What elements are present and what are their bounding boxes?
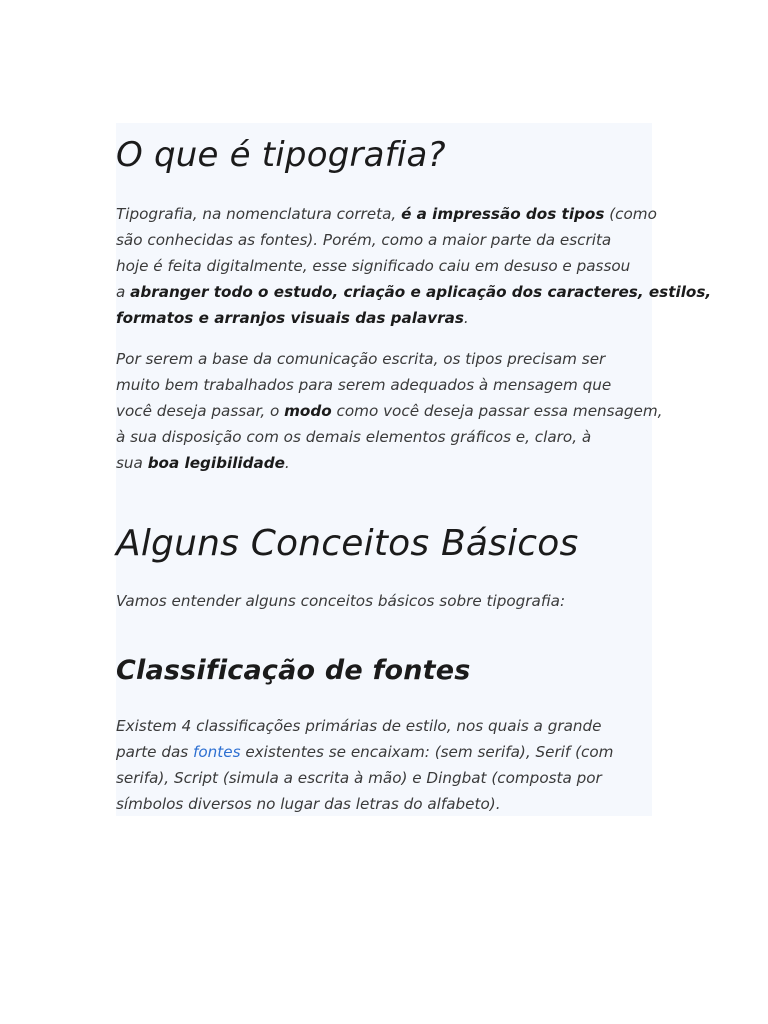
- text-span: como você deseja passar essa mensagem,: [331, 402, 663, 420]
- text-span: .: [463, 309, 469, 327]
- heading-font-classification: Classificação de fontes: [116, 655, 471, 686]
- text-span: a: [116, 283, 131, 301]
- paragraph-line: muito bem trabalhados para serem adequados à mensagem que: [116, 376, 612, 394]
- bold-text: abranger todo o estudo, criação e aplicação dos caracteres, estilos,: [130, 283, 712, 301]
- bold-text: modo: [284, 402, 332, 420]
- text-span: você deseja passar, o: [116, 402, 285, 420]
- paragraph-communication: [116, 346, 672, 476]
- paragraph-typography-definition: [116, 201, 712, 331]
- heading-basic-concepts: Alguns Conceitos Básicos: [116, 523, 579, 564]
- bold-text: boa legibilidade: [147, 454, 285, 472]
- paragraph-line: Existem 4 classificações primárias de estilo, nos quais a grande: [116, 717, 602, 735]
- paragraph-line: [116, 201, 672, 227]
- paragraph-line: são conhecidas as fontes). Porém, como a maior parte da escrita: [116, 231, 612, 249]
- fonts-link[interactable]: fontes: [193, 743, 241, 761]
- paragraph-line: [116, 450, 672, 476]
- text-span: Tipografia, na nomenclatura correta,: [116, 205, 402, 223]
- paragraph-line: Por serem a base da comunicação escrita, os tipos precisam ser: [116, 350, 606, 368]
- paragraph-line: Vamos entender alguns conceitos básicos sobre tipografia:: [116, 592, 566, 610]
- text-span: parte das: [116, 743, 194, 761]
- paragraph-line: serifa), Script (simula a escrita à mão) e Dingbat (composta por: [116, 769, 602, 787]
- text-span: sua: [116, 454, 148, 472]
- bold-text: formatos e arranjos visuais das palavras: [116, 309, 464, 327]
- paragraph-line: à sua disposição com os demais elementos gráficos e, claro, à: [116, 428, 592, 446]
- paragraph-line: [116, 739, 636, 765]
- paragraph-intro: [116, 588, 672, 614]
- paragraph-line: [116, 398, 672, 424]
- text-span: .: [284, 454, 290, 472]
- paragraph-line: [116, 279, 712, 305]
- bold-text: é a impressão dos tipos: [401, 205, 605, 223]
- text-span: existentes se encaixam: (sem serifa), Serif (com: [240, 743, 614, 761]
- paragraph-line: símbolos diversos no lugar das letras do alfabeto).: [116, 795, 501, 813]
- paragraph-line: [116, 305, 672, 331]
- text-span: (como: [604, 205, 657, 223]
- paragraph-font-classification: [116, 713, 636, 817]
- content-block: [116, 123, 712, 816]
- paragraph-line: hoje é feita digitalmente, esse significado caiu em desuso e passou: [116, 257, 631, 275]
- heading-what-is-typography: O que é tipografia?: [116, 135, 446, 175]
